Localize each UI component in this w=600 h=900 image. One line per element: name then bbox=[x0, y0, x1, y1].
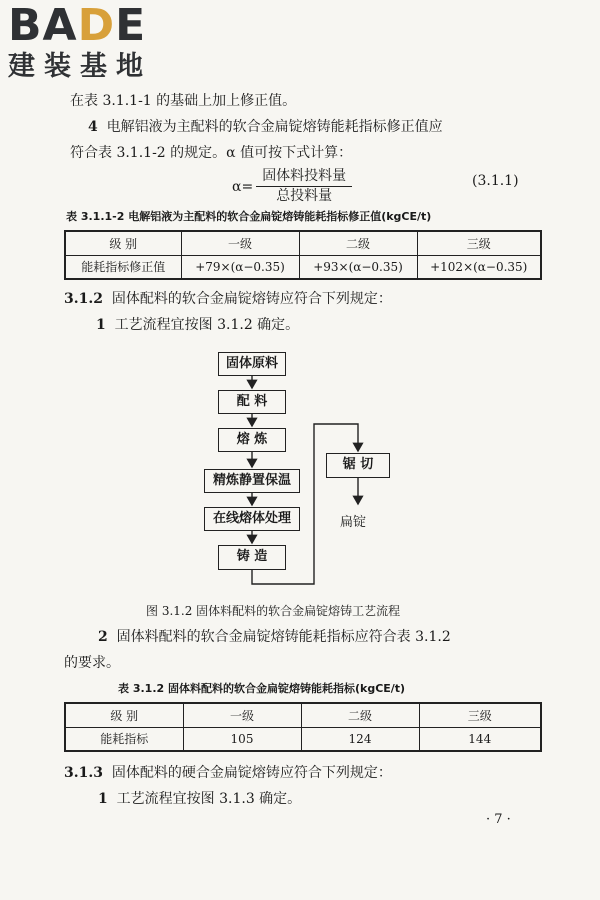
flow-step-batching: 配 料 bbox=[218, 390, 286, 414]
flow-output: 扁锭 bbox=[340, 515, 367, 530]
page-number: · 7 · bbox=[486, 812, 511, 827]
section-number: 3.1.3 bbox=[64, 765, 103, 781]
table-cell: 105 bbox=[183, 727, 301, 751]
table-header-row bbox=[65, 703, 541, 727]
header-cell: 三级 bbox=[419, 703, 541, 727]
energy-table bbox=[64, 702, 542, 752]
list-item-1 bbox=[98, 790, 301, 808]
header-cell: 级 别 bbox=[65, 703, 183, 727]
header-cell: 二级 bbox=[301, 703, 419, 727]
table-cell: 144 bbox=[419, 727, 541, 751]
header-cell: 三级 bbox=[417, 231, 541, 255]
section-heading bbox=[64, 764, 392, 782]
section-number: 3.1.2 bbox=[64, 291, 103, 307]
header-cell: 二级 bbox=[299, 231, 417, 255]
header-cell: 一级 bbox=[181, 231, 299, 255]
table-cell: +79×(α−0.35) bbox=[181, 255, 299, 279]
item-number: 4 bbox=[88, 119, 98, 135]
table-cell: 能耗指标修正值 bbox=[65, 255, 181, 279]
fraction-numerator: 固体料投料量 bbox=[256, 168, 352, 187]
table-cell: 能耗指标 bbox=[65, 727, 183, 751]
formula-lhs: α= bbox=[232, 178, 254, 195]
flow-step-sawing: 锯 切 bbox=[326, 453, 390, 478]
item-text: 工艺流程宜按图 3.1.2 确定。 bbox=[114, 317, 300, 333]
header-cell: 级 别 bbox=[65, 231, 181, 255]
text-line: 符合表 3.1.1-2 的规定。α 值可按下式计算： bbox=[70, 145, 353, 161]
table-cell: +102×(α−0.35) bbox=[417, 255, 541, 279]
flow-step-raw-material: 固体原料 bbox=[218, 352, 286, 376]
table-cell: 124 bbox=[301, 727, 419, 751]
item-text: 工艺流程宜按图 3.1.3 确定。 bbox=[116, 791, 302, 807]
section-text: 固体配料的硬合金扁锭熔铸应符合下列规定： bbox=[111, 765, 392, 781]
figure-caption: 图 3.1.2 固体料配料的软合金扁锭熔铸工艺流程 bbox=[146, 604, 401, 618]
header-cell: 一级 bbox=[183, 703, 301, 727]
logo-wordmark: BADE bbox=[8, 0, 147, 51]
item-text: 电解铝液为主配料的软合金扁锭熔铸能耗指标修正值应 bbox=[106, 119, 443, 135]
flow-step-online-treatment: 在线熔体处理 bbox=[204, 507, 300, 531]
fraction-denominator: 总投料量 bbox=[276, 188, 333, 204]
list-item-2 bbox=[98, 628, 451, 646]
section-text: 固体配料的软合金扁锭熔铸应符合下列规定： bbox=[111, 291, 392, 307]
table-caption: 表 3.1.1-2 电解铝液为主配料的软合金扁锭熔铸能耗指标修正值(kgCE/t) bbox=[66, 210, 432, 223]
logo-subtitle: 建装基地 bbox=[8, 51, 152, 82]
equation-number: (3.1.1) bbox=[472, 173, 519, 189]
item-text: 固体料配料的软合金扁锭熔铸能耗指标应符合表 3.1.2 bbox=[116, 629, 451, 645]
table-cell: +93×(α−0.35) bbox=[299, 255, 417, 279]
text-line: 在表 3.1.1-1 的基础上加上修正值。 bbox=[70, 93, 297, 109]
flow-step-refining: 精炼静置保温 bbox=[204, 469, 300, 493]
text-line: 的要求。 bbox=[64, 655, 120, 671]
item-number: 2 bbox=[98, 629, 108, 645]
table-caption: 表 3.1.2 固体料配料的软合金扁锭熔铸能耗指标(kgCE/t) bbox=[118, 682, 406, 695]
flow-step-melting: 熔 炼 bbox=[218, 428, 286, 452]
item-number: 1 bbox=[98, 791, 108, 807]
flow-step-casting: 铸 造 bbox=[218, 545, 286, 570]
item-number: 1 bbox=[96, 317, 106, 333]
table-row bbox=[65, 727, 541, 751]
